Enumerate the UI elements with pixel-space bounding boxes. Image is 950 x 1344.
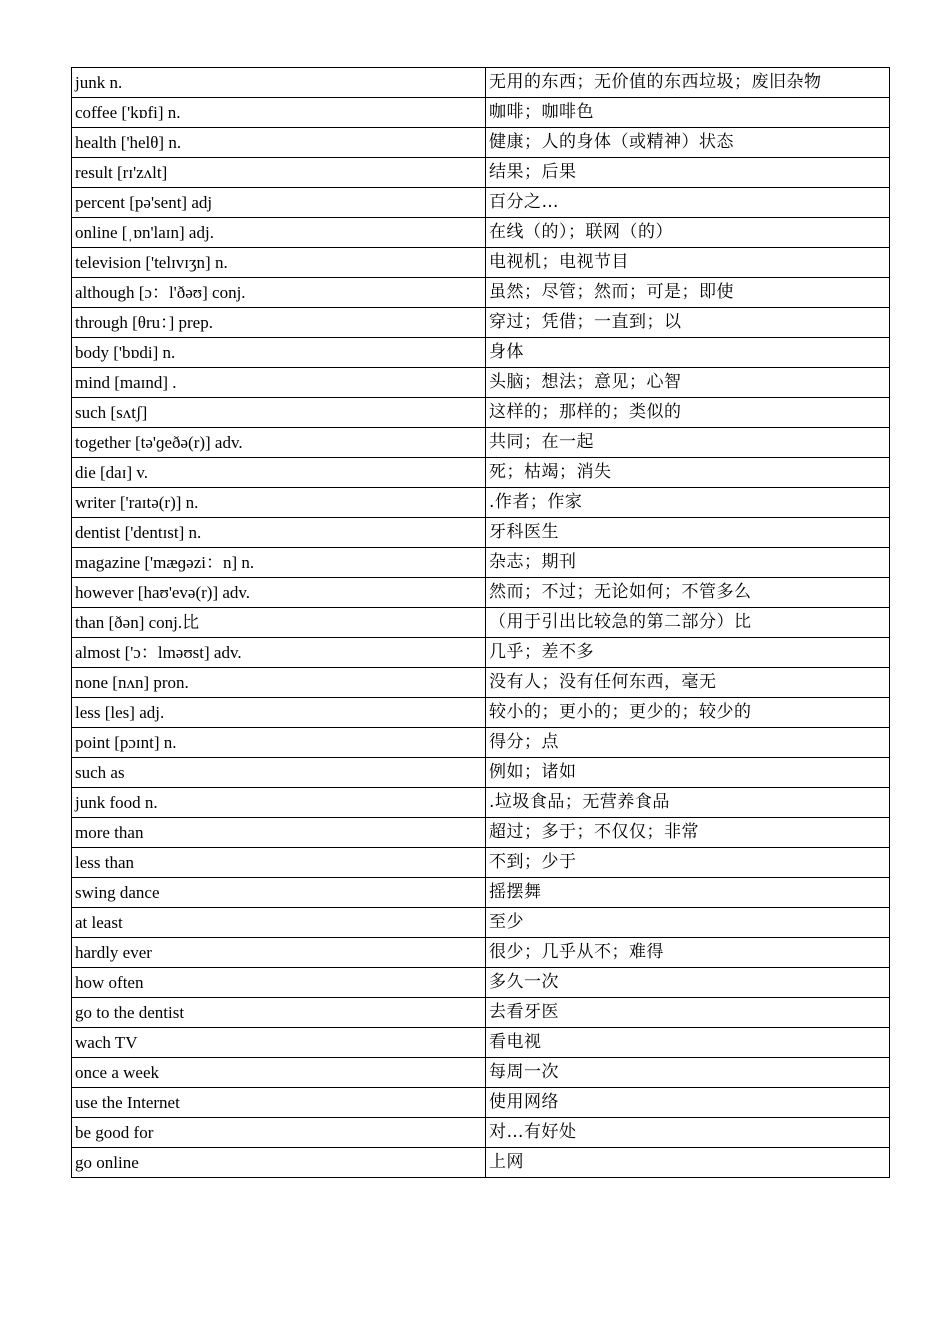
table-row (72, 818, 890, 848)
chinese-meaning-cell: 摇摆舞 (486, 878, 890, 908)
english-term-cell: junk n. (72, 68, 486, 98)
english-term-cell: together [tə'ɡeðə(r)] adv. (72, 428, 486, 458)
english-term-cell: less than (72, 848, 486, 878)
english-term-cell: go online (72, 1148, 486, 1178)
table-row (72, 248, 890, 278)
english-term-cell: wach TV (72, 1028, 486, 1058)
chinese-meaning-cell: 去看牙医 (486, 998, 890, 1028)
english-term-cell: less [les] adj. (72, 698, 486, 728)
table-row (72, 638, 890, 668)
chinese-meaning-cell: .作者；作家 (486, 488, 890, 518)
table-row (72, 1088, 890, 1118)
english-term-cell: go to the dentist (72, 998, 486, 1028)
english-term-cell: point [pɔɪnt] n. (72, 728, 486, 758)
english-term-cell: body ['bɒdi] n. (72, 338, 486, 368)
english-term-cell: percent [pə'sent] adj (72, 188, 486, 218)
vocabulary-table (71, 67, 890, 1178)
chinese-meaning-cell: 虽然；尽管；然而；可是；即使 (486, 278, 890, 308)
english-term-cell: once a week (72, 1058, 486, 1088)
chinese-meaning-cell: 这样的；那样的；类似的 (486, 398, 890, 428)
chinese-meaning-cell: 健康；人的身体（或精神）状态 (486, 128, 890, 158)
chinese-meaning-cell: 无用的东西；无价值的东西垃圾；废旧杂物 (486, 68, 890, 98)
table-row (72, 758, 890, 788)
english-term-cell: use the Internet (72, 1088, 486, 1118)
chinese-meaning-cell: 看电视 (486, 1028, 890, 1058)
vocabulary-table-body (72, 68, 890, 1178)
table-row (72, 428, 890, 458)
chinese-meaning-cell: 结果；后果 (486, 158, 890, 188)
chinese-meaning-cell: 多久一次 (486, 968, 890, 998)
chinese-meaning-cell: 百分之… (486, 188, 890, 218)
chinese-meaning-cell: 每周一次 (486, 1058, 890, 1088)
chinese-meaning-cell: 较小的；更小的；更少的；较少的 (486, 698, 890, 728)
table-row (72, 938, 890, 968)
english-term-cell: such as (72, 758, 486, 788)
chinese-meaning-cell: 不到；少于 (486, 848, 890, 878)
chinese-meaning-cell: 电视机；电视节目 (486, 248, 890, 278)
english-term-cell: television ['telɪvɪʒn] n. (72, 248, 486, 278)
english-term-cell: at least (72, 908, 486, 938)
table-row (72, 878, 890, 908)
chinese-meaning-cell: 对…有好处 (486, 1118, 890, 1148)
chinese-meaning-cell: 死；枯竭；消失 (486, 458, 890, 488)
english-term-cell: writer ['raɪtə(r)] n. (72, 488, 486, 518)
english-term-cell: how often (72, 968, 486, 998)
chinese-meaning-cell: 咖啡；咖啡色 (486, 98, 890, 128)
table-row (72, 218, 890, 248)
english-term-cell: dentist ['dentɪst] n. (72, 518, 486, 548)
english-term-cell: health ['helθ] n. (72, 128, 486, 158)
table-row (72, 908, 890, 938)
english-term-cell: more than (72, 818, 486, 848)
chinese-meaning-cell: 在线（的）；联网（的） (486, 218, 890, 248)
english-term-cell: almost ['ɔ：lməʊst] adv. (72, 638, 486, 668)
table-row (72, 848, 890, 878)
chinese-meaning-cell: 上网 (486, 1148, 890, 1178)
table-row (72, 68, 890, 98)
english-term-cell: through [θru：] prep. (72, 308, 486, 338)
table-row (72, 158, 890, 188)
chinese-meaning-cell: 很少；几乎从不；难得 (486, 938, 890, 968)
chinese-meaning-cell: 超过；多于；不仅仅；非常 (486, 818, 890, 848)
english-term-cell: coffee ['kɒfi] n. (72, 98, 486, 128)
english-term-cell: die [daɪ] v. (72, 458, 486, 488)
table-row (72, 368, 890, 398)
table-row (72, 578, 890, 608)
chinese-meaning-cell: 没有人；没有任何东西，毫无 (486, 668, 890, 698)
table-row (72, 968, 890, 998)
english-term-cell: result [rɪ'zʌlt] (72, 158, 486, 188)
chinese-meaning-cell: 穿过；凭借；一直到；以 (486, 308, 890, 338)
english-term-cell: hardly ever (72, 938, 486, 968)
chinese-meaning-cell: 至少 (486, 908, 890, 938)
table-row (72, 458, 890, 488)
table-row (72, 1058, 890, 1088)
table-row (72, 788, 890, 818)
english-term-cell: junk food n. (72, 788, 486, 818)
table-row (72, 668, 890, 698)
table-row (72, 488, 890, 518)
chinese-meaning-cell: 头脑；想法；意见；心智 (486, 368, 890, 398)
chinese-meaning-cell: 然而；不过；无论如何；不管多么 (486, 578, 890, 608)
table-row (72, 998, 890, 1028)
chinese-meaning-cell: 杂志；期刊 (486, 548, 890, 578)
english-term-cell: mind [maɪnd] . (72, 368, 486, 398)
chinese-meaning-cell: 得分；点 (486, 728, 890, 758)
table-row (72, 338, 890, 368)
table-row (72, 518, 890, 548)
table-row (72, 1028, 890, 1058)
english-term-cell: such [sʌtʃ] (72, 398, 486, 428)
table-row (72, 188, 890, 218)
table-row (72, 278, 890, 308)
english-term-cell: be good for (72, 1118, 486, 1148)
chinese-meaning-cell: 身体 (486, 338, 890, 368)
table-row (72, 98, 890, 128)
english-term-cell: than [ðən] conj.比 (72, 608, 486, 638)
english-term-cell: none [nʌn] pron. (72, 668, 486, 698)
english-term-cell: magazine ['mæɡəzi：n] n. (72, 548, 486, 578)
table-row (72, 548, 890, 578)
table-row (72, 608, 890, 638)
table-row (72, 1148, 890, 1178)
table-row (72, 698, 890, 728)
chinese-meaning-cell: 例如；诸如 (486, 758, 890, 788)
table-row (72, 398, 890, 428)
chinese-meaning-cell: （用于引出比较急的第二部分）比 (486, 608, 890, 638)
chinese-meaning-cell: 使用网络 (486, 1088, 890, 1118)
english-term-cell: online [ˌɒn'laɪn] adj. (72, 218, 486, 248)
english-term-cell: although [ɔ：l'ðəʊ] conj. (72, 278, 486, 308)
chinese-meaning-cell: 共同；在一起 (486, 428, 890, 458)
chinese-meaning-cell: 牙科医生 (486, 518, 890, 548)
english-term-cell: however [haʊ'evə(r)] adv. (72, 578, 486, 608)
table-row (72, 308, 890, 338)
chinese-meaning-cell: 几乎；差不多 (486, 638, 890, 668)
english-term-cell: swing dance (72, 878, 486, 908)
chinese-meaning-cell: .垃圾食品；无营养食品 (486, 788, 890, 818)
table-row (72, 728, 890, 758)
table-row (72, 128, 890, 158)
table-row (72, 1118, 890, 1148)
